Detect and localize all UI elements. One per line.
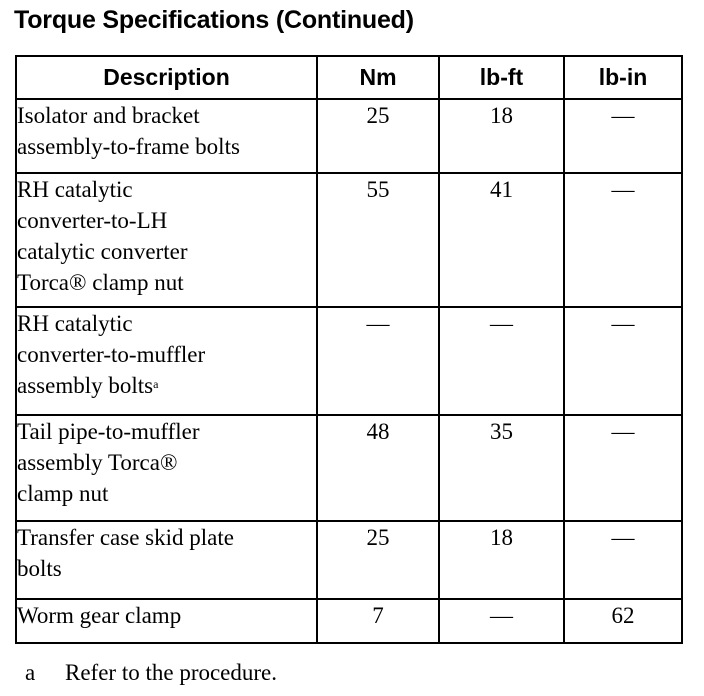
cell-description — [16, 99, 317, 173]
cell-description — [16, 599, 317, 643]
cell-lb-in: — — [564, 99, 682, 173]
torque-spec-table — [15, 55, 683, 644]
cell-lb-in: 62 — [564, 599, 682, 643]
cell-description — [16, 173, 317, 307]
description-line: catalytic converter — [17, 239, 188, 264]
description-line: bolts — [17, 556, 62, 581]
description-line: Torca® clamp nut — [17, 270, 184, 295]
cell-lb-ft: — — [439, 307, 564, 415]
description-line — [17, 370, 316, 401]
header-lb-in: lb-in — [564, 56, 682, 99]
description-line: Transfer case skid plate — [17, 525, 234, 550]
cell-nm: 25 — [317, 521, 439, 599]
description-line: converter-to-muffler — [17, 342, 206, 367]
cell-lb-ft: 41 — [439, 173, 564, 307]
cell-nm: 25 — [317, 99, 439, 173]
page-title: Torque Specifications (Continued) — [14, 6, 414, 34]
table-row — [16, 307, 682, 415]
description-line: converter-to-LH — [17, 208, 168, 233]
cell-nm: 7 — [317, 599, 439, 643]
footnote-reference: a — [153, 377, 159, 391]
description-line: Worm gear clamp — [17, 603, 182, 628]
cell-description — [16, 307, 317, 415]
header-description: Description — [16, 56, 317, 99]
description-line: Tail pipe-to-muffler — [17, 419, 200, 444]
cell-lb-ft: 35 — [439, 415, 564, 521]
cell-lb-in: — — [564, 521, 682, 599]
cell-nm: 55 — [317, 173, 439, 307]
table-row — [16, 599, 682, 643]
cell-description — [16, 415, 317, 521]
cell-lb-ft: — — [439, 599, 564, 643]
description-line: RH catalytic — [17, 311, 133, 336]
cell-nm: 48 — [317, 415, 439, 521]
cell-lb-ft: 18 — [439, 99, 564, 173]
header-lb-ft: lb-ft — [439, 56, 564, 99]
table-row — [16, 415, 682, 521]
cell-description — [16, 521, 317, 599]
description-line: assembly-to-frame bolts — [17, 134, 240, 159]
description-line: clamp nut — [17, 481, 109, 506]
cell-lb-in: — — [564, 173, 682, 307]
description-line: Isolator and bracket — [17, 103, 200, 128]
table-row — [16, 173, 682, 307]
cell-nm: — — [317, 307, 439, 415]
cell-lb-in: — — [564, 415, 682, 521]
header-nm: Nm — [317, 56, 439, 99]
footnote-text: Refer to the procedure. — [65, 660, 278, 685]
cell-lb-in: — — [564, 307, 682, 415]
footnote — [25, 660, 277, 686]
table-row — [16, 521, 682, 599]
description-line: assembly Torca® — [17, 450, 178, 475]
description-line-text: assembly bolts — [17, 373, 154, 398]
table-row — [16, 99, 682, 173]
footnote-mark: a — [25, 660, 36, 685]
table-header-row — [16, 56, 682, 99]
description-line: RH catalytic — [17, 177, 133, 202]
cell-lb-ft: 18 — [439, 521, 564, 599]
